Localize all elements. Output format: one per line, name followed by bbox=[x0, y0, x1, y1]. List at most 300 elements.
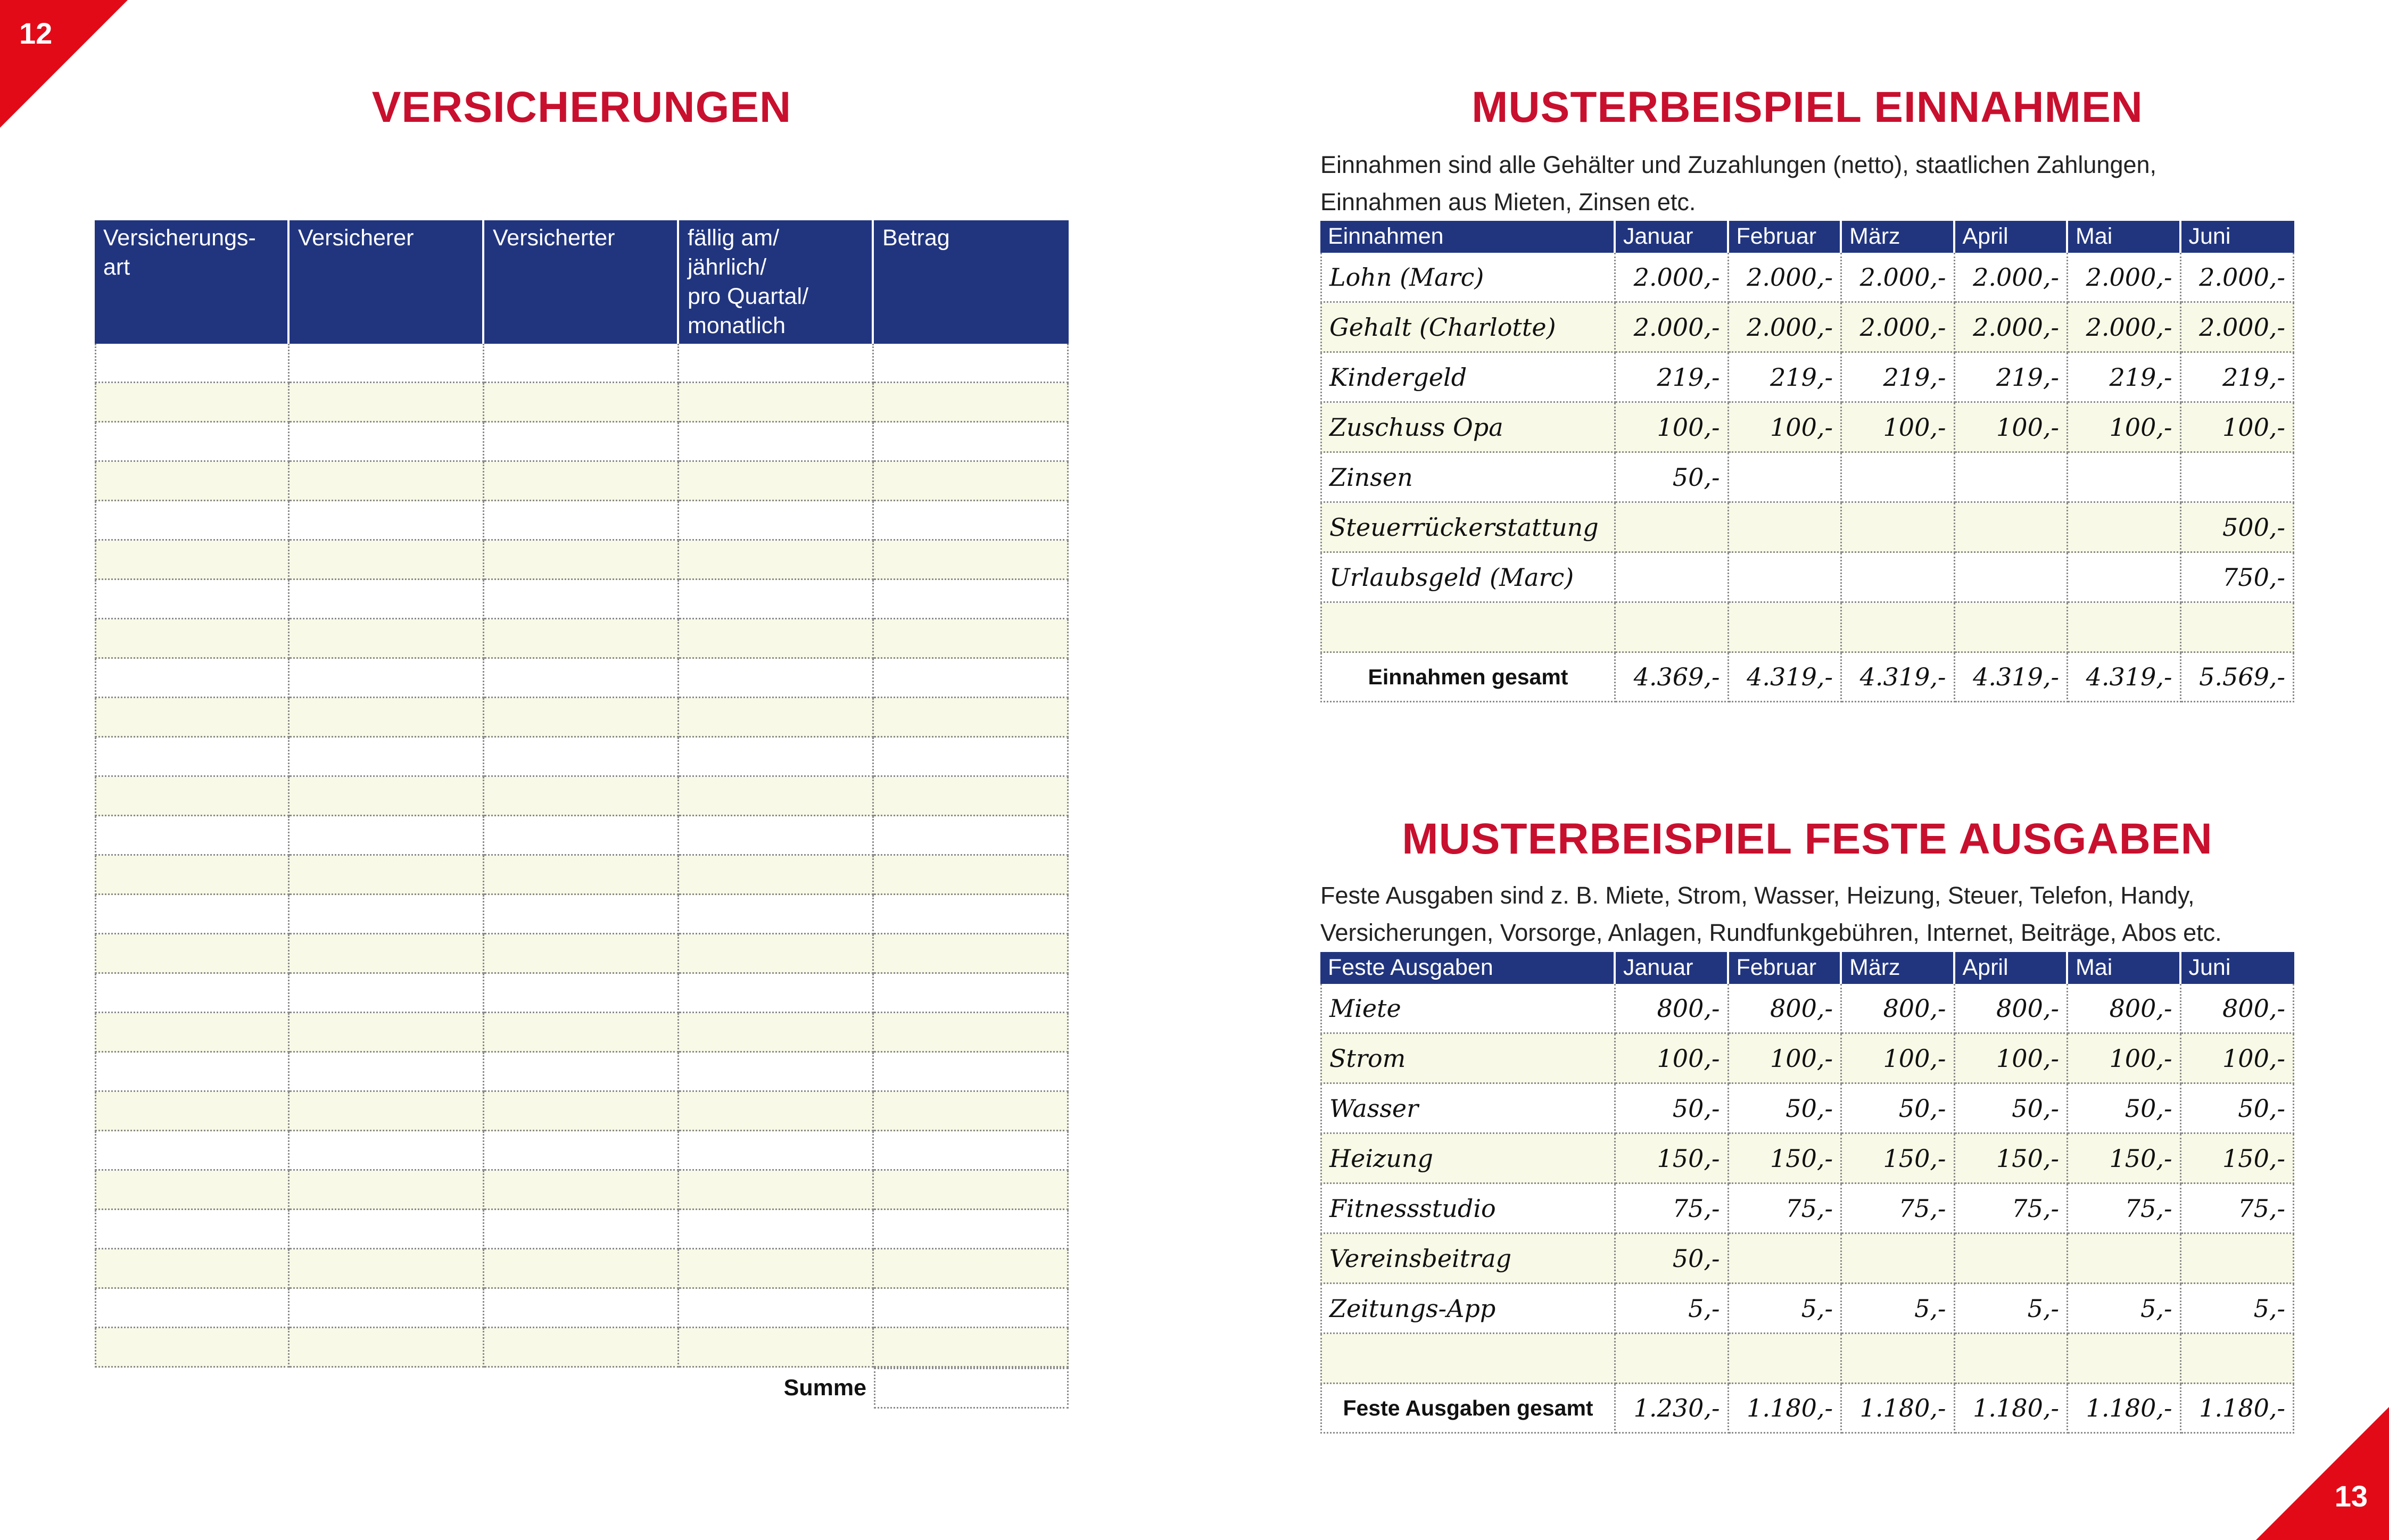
income-amount: 219,- bbox=[2181, 353, 2295, 403]
insurance-cell[interactable] bbox=[679, 1131, 874, 1171]
insurance-cell[interactable] bbox=[874, 1053, 1069, 1092]
income-amount bbox=[1729, 603, 1842, 653]
insurance-row bbox=[95, 383, 1069, 423]
expenses-amount: 800,- bbox=[1842, 984, 1955, 1034]
insurance-cell[interactable] bbox=[290, 1210, 484, 1249]
income-amount bbox=[1955, 503, 2069, 553]
expenses-amount: 75,- bbox=[2068, 1184, 2181, 1234]
insurance-row bbox=[95, 1131, 1069, 1171]
insurance-cell[interactable] bbox=[679, 423, 874, 462]
insurance-cell[interactable] bbox=[95, 1210, 290, 1249]
insurance-row bbox=[95, 344, 1069, 383]
expenses-total-label: Feste Ausgaben gesamt bbox=[1320, 1384, 1616, 1434]
insurance-cell[interactable] bbox=[290, 1053, 484, 1092]
col-maerz: März bbox=[1842, 221, 1955, 253]
insurance-cell[interactable] bbox=[874, 383, 1069, 423]
col-juni: Juni bbox=[2181, 221, 2295, 253]
expenses-amount: 800,- bbox=[1729, 984, 1842, 1034]
expenses-amount bbox=[2068, 1334, 2181, 1384]
insurance-cell[interactable] bbox=[484, 501, 679, 541]
insurance-cell[interactable] bbox=[95, 1249, 290, 1289]
income-amount: 2.000,- bbox=[1842, 253, 1955, 303]
insurance-cell[interactable] bbox=[95, 698, 290, 738]
expenses-total-amount: 1.230,- bbox=[1616, 1384, 1729, 1434]
insurance-cell[interactable] bbox=[484, 816, 679, 856]
income-amount: 219,- bbox=[1955, 353, 2069, 403]
income-row bbox=[1320, 603, 2294, 653]
income-category bbox=[1320, 603, 1616, 653]
income-amount: 2.000,- bbox=[1729, 253, 1842, 303]
insurance-cell[interactable] bbox=[679, 934, 874, 974]
expenses-amount: 50,- bbox=[1729, 1084, 1842, 1134]
income-category: Lohn (Marc) bbox=[1320, 253, 1616, 303]
insurance-row bbox=[95, 974, 1069, 1013]
income-total-amount: 5.569,- bbox=[2181, 653, 2295, 702]
insurance-cell[interactable] bbox=[290, 659, 484, 698]
expenses-amount: 5,- bbox=[1616, 1284, 1729, 1334]
income-total-row bbox=[1320, 653, 2294, 702]
expenses-amount: 50,- bbox=[1955, 1084, 2069, 1134]
income-amount: 50,- bbox=[1616, 453, 1729, 503]
expenses-amount: 150,- bbox=[2181, 1134, 2295, 1184]
insurance-cell[interactable] bbox=[95, 619, 290, 659]
expenses-amount: 5,- bbox=[1729, 1284, 1842, 1334]
expenses-amount: 75,- bbox=[1729, 1184, 1842, 1234]
income-amount bbox=[2068, 453, 2181, 503]
col-mai: Mai bbox=[2068, 221, 2181, 253]
col-einnahmen: Einnahmen bbox=[1320, 221, 1616, 253]
insurance-cell[interactable] bbox=[484, 934, 679, 974]
insurance-cell[interactable] bbox=[95, 1013, 290, 1053]
income-table bbox=[1320, 221, 2294, 702]
insurance-cell[interactable] bbox=[679, 1092, 874, 1131]
income-total-amount: 4.369,- bbox=[1616, 653, 1729, 702]
insurance-cell[interactable] bbox=[95, 1328, 290, 1368]
insurance-cell[interactable] bbox=[290, 1289, 484, 1328]
income-amount: 2.000,- bbox=[1616, 303, 1729, 353]
insurance-cell[interactable] bbox=[874, 1210, 1069, 1249]
expenses-row bbox=[1320, 984, 2294, 1034]
insurance-cell[interactable] bbox=[290, 777, 484, 816]
expenses-row bbox=[1320, 1134, 2294, 1184]
insurance-table bbox=[95, 220, 1069, 1409]
income-amount: 2.000,- bbox=[1729, 303, 1842, 353]
expenses-amount: 75,- bbox=[1955, 1184, 2069, 1234]
insurance-cell[interactable] bbox=[679, 895, 874, 934]
income-amount: 2.000,- bbox=[1842, 303, 1955, 353]
income-total-amount: 4.319,- bbox=[1842, 653, 1955, 702]
insurance-cell[interactable] bbox=[874, 619, 1069, 659]
insurance-row bbox=[95, 1328, 1069, 1368]
col-maerz: März bbox=[1842, 952, 1955, 984]
expenses-amount: 800,- bbox=[2068, 984, 2181, 1034]
income-amount bbox=[1729, 553, 1842, 603]
col-versicherungsart: Versicherungs- art bbox=[95, 220, 290, 344]
expenses-amount: 75,- bbox=[1616, 1184, 1729, 1234]
income-row bbox=[1320, 303, 2294, 353]
expenses-category: Zeitungs-App bbox=[1320, 1284, 1616, 1334]
income-amount bbox=[1729, 453, 1842, 503]
insurance-row bbox=[95, 738, 1069, 777]
insurance-cell[interactable] bbox=[679, 1210, 874, 1249]
insurance-cell[interactable] bbox=[290, 934, 484, 974]
income-amount bbox=[1616, 553, 1729, 603]
income-total-amount: 4.319,- bbox=[1729, 653, 1842, 702]
insurance-row bbox=[95, 462, 1069, 501]
expenses-total-row bbox=[1320, 1384, 2294, 1434]
insurance-cell[interactable] bbox=[95, 738, 290, 777]
income-amount: 2.000,- bbox=[2181, 253, 2295, 303]
income-amount bbox=[1955, 603, 2069, 653]
insurance-cell[interactable] bbox=[290, 383, 484, 423]
col-april: April bbox=[1955, 952, 2069, 984]
expenses-amount: 150,- bbox=[1955, 1134, 2069, 1184]
expenses-amount: 5,- bbox=[2181, 1284, 2295, 1334]
insurance-cell[interactable] bbox=[484, 1053, 679, 1092]
insurance-cell[interactable] bbox=[484, 1131, 679, 1171]
insurance-cell[interactable] bbox=[874, 934, 1069, 974]
insurance-row bbox=[95, 501, 1069, 541]
insurance-cell[interactable] bbox=[290, 423, 484, 462]
insurance-cell[interactable] bbox=[679, 659, 874, 698]
income-amount bbox=[1842, 553, 1955, 603]
insurance-cell[interactable] bbox=[484, 344, 679, 383]
expenses-amount: 5,- bbox=[1955, 1284, 2069, 1334]
expenses-amount: 800,- bbox=[1955, 984, 2069, 1034]
income-total-amount: 4.319,- bbox=[2068, 653, 2181, 702]
insurance-cell[interactable] bbox=[290, 462, 484, 501]
expenses-amount: 150,- bbox=[1616, 1134, 1729, 1184]
insurance-cell[interactable] bbox=[484, 423, 679, 462]
insurance-cell[interactable] bbox=[290, 1131, 484, 1171]
income-amount bbox=[2068, 603, 2181, 653]
insurance-cell[interactable] bbox=[874, 501, 1069, 541]
insurance-cell[interactable] bbox=[679, 1053, 874, 1092]
income-row bbox=[1320, 403, 2294, 453]
income-amount: 100,- bbox=[2181, 403, 2295, 453]
expenses-amount: 50,- bbox=[2068, 1084, 2181, 1134]
insurance-row bbox=[95, 619, 1069, 659]
expenses-amount: 50,- bbox=[1616, 1234, 1729, 1284]
income-amount: 750,- bbox=[2181, 553, 2295, 603]
insurance-cell[interactable] bbox=[679, 580, 874, 619]
insurance-cell[interactable] bbox=[95, 974, 290, 1013]
expenses-amount: 100,- bbox=[2068, 1034, 2181, 1084]
col-betrag: Betrag bbox=[874, 220, 1069, 344]
expenses-category: Vereinsbeitrag bbox=[1320, 1234, 1616, 1284]
expenses-amount bbox=[2181, 1334, 2295, 1384]
income-category: Urlaubsgeld (Marc) bbox=[1320, 553, 1616, 603]
income-amount bbox=[1955, 553, 2069, 603]
insurance-row bbox=[95, 1171, 1069, 1210]
expenses-total-amount: 1.180,- bbox=[2181, 1384, 2295, 1434]
insurance-cell[interactable] bbox=[874, 462, 1069, 501]
insurance-cell[interactable] bbox=[290, 1092, 484, 1131]
income-amount bbox=[1842, 503, 1955, 553]
income-category: Steuerrückerstattung bbox=[1320, 503, 1616, 553]
insurance-cell[interactable] bbox=[95, 895, 290, 934]
col-april: April bbox=[1955, 221, 2069, 253]
income-amount: 219,- bbox=[1616, 353, 1729, 403]
insurance-cell[interactable] bbox=[679, 777, 874, 816]
income-row bbox=[1320, 553, 2294, 603]
insurance-cell[interactable] bbox=[874, 659, 1069, 698]
insurance-cell[interactable] bbox=[484, 1171, 679, 1210]
income-amount: 2.000,- bbox=[1616, 253, 1729, 303]
insurance-cell[interactable] bbox=[290, 501, 484, 541]
insurance-cell[interactable] bbox=[679, 1013, 874, 1053]
expenses-amount: 50,- bbox=[2181, 1084, 2295, 1134]
insurance-cell[interactable] bbox=[290, 580, 484, 619]
insurance-cell[interactable] bbox=[679, 816, 874, 856]
col-versicherer: Versicherer bbox=[290, 220, 484, 344]
expenses-total-amount: 1.180,- bbox=[1729, 1384, 1842, 1434]
insurance-cell[interactable] bbox=[484, 541, 679, 580]
insurance-cell[interactable] bbox=[484, 1092, 679, 1131]
income-amount: 219,- bbox=[2068, 353, 2181, 403]
income-category: Zinsen bbox=[1320, 453, 1616, 503]
col-januar: Januar bbox=[1616, 952, 1729, 984]
insurance-cell[interactable] bbox=[290, 1171, 484, 1210]
insurance-row bbox=[95, 541, 1069, 580]
expenses-amount bbox=[1842, 1334, 1955, 1384]
insurance-cell[interactable] bbox=[874, 344, 1069, 383]
income-amount: 219,- bbox=[1842, 353, 1955, 403]
summe-cell[interactable] bbox=[874, 1368, 1069, 1409]
insurance-cell[interactable] bbox=[484, 1013, 679, 1053]
insurance-row bbox=[95, 1210, 1069, 1249]
expenses-amount bbox=[2068, 1234, 2181, 1284]
expenses-category: Fitnessstudio bbox=[1320, 1184, 1616, 1234]
expenses-amount bbox=[1955, 1234, 2069, 1284]
income-total-amount: 4.319,- bbox=[1955, 653, 2069, 702]
insurance-cell[interactable] bbox=[874, 895, 1069, 934]
expenses-row bbox=[1320, 1184, 2294, 1234]
col-februar: Februar bbox=[1729, 952, 1842, 984]
insurance-cell[interactable] bbox=[95, 383, 290, 423]
insurance-cell[interactable] bbox=[874, 1328, 1069, 1368]
expenses-amount: 150,- bbox=[1842, 1134, 1955, 1184]
insurance-cell[interactable] bbox=[290, 344, 484, 383]
income-amount: 100,- bbox=[1729, 403, 1842, 453]
income-intro-line2: Einnahmen aus Mieten, Zinsen etc. bbox=[1320, 188, 1696, 216]
expenses-amount: 50,- bbox=[1842, 1084, 1955, 1134]
insurance-cell[interactable] bbox=[874, 423, 1069, 462]
insurance-cell[interactable] bbox=[290, 541, 484, 580]
insurance-cell[interactable] bbox=[874, 1092, 1069, 1131]
insurance-cell[interactable] bbox=[95, 1289, 290, 1328]
expenses-total-amount: 1.180,- bbox=[1842, 1384, 1955, 1434]
income-amount: 100,- bbox=[1842, 403, 1955, 453]
insurance-cell[interactable] bbox=[679, 698, 874, 738]
insurance-cell[interactable] bbox=[95, 541, 290, 580]
insurance-cell[interactable] bbox=[484, 619, 679, 659]
insurance-cell[interactable] bbox=[95, 1171, 290, 1210]
insurance-row bbox=[95, 856, 1069, 895]
expenses-category: Miete bbox=[1320, 984, 1616, 1034]
insurance-row bbox=[95, 1092, 1069, 1131]
insurance-cell[interactable] bbox=[290, 1328, 484, 1368]
insurance-cell[interactable] bbox=[484, 895, 679, 934]
insurance-cell[interactable] bbox=[484, 738, 679, 777]
insurance-cell[interactable] bbox=[484, 698, 679, 738]
insurance-cell[interactable] bbox=[290, 856, 484, 895]
expenses-total-amount: 1.180,- bbox=[2068, 1384, 2181, 1434]
income-amount bbox=[1729, 503, 1842, 553]
insurance-cell[interactable] bbox=[484, 1328, 679, 1368]
expenses-amount: 100,- bbox=[1955, 1034, 2069, 1084]
insurance-cell[interactable] bbox=[95, 423, 290, 462]
insurance-cell[interactable] bbox=[95, 1053, 290, 1092]
insurance-cell[interactable] bbox=[95, 934, 290, 974]
income-row bbox=[1320, 453, 2294, 503]
insurance-cell[interactable] bbox=[679, 501, 874, 541]
insurance-cell[interactable] bbox=[95, 501, 290, 541]
expenses-category: Heizung bbox=[1320, 1134, 1616, 1184]
income-amount: 100,- bbox=[1616, 403, 1729, 453]
income-amount: 2.000,- bbox=[1955, 253, 2069, 303]
expenses-amount bbox=[1842, 1234, 1955, 1284]
expenses-amount: 150,- bbox=[2068, 1134, 2181, 1184]
insurance-cell[interactable] bbox=[484, 974, 679, 1013]
insurance-cell[interactable] bbox=[484, 659, 679, 698]
insurance-cell[interactable] bbox=[679, 383, 874, 423]
insurance-cell[interactable] bbox=[679, 344, 874, 383]
summe-label: Summe bbox=[95, 1368, 874, 1409]
insurance-cell[interactable] bbox=[874, 698, 1069, 738]
expenses-amount bbox=[1955, 1334, 2069, 1384]
insurance-header-row bbox=[95, 220, 1069, 344]
insurance-row bbox=[95, 423, 1069, 462]
insurance-cell[interactable] bbox=[290, 895, 484, 934]
insurance-title: VERSICHERUNGEN bbox=[371, 83, 792, 131]
insurance-cell[interactable] bbox=[95, 580, 290, 619]
insurance-cell[interactable] bbox=[290, 1249, 484, 1289]
expenses-intro-line1: Feste Ausgaben sind z. B. Miete, Strom, Wasser, Heizung, Steuer, Telefon, Handy, bbox=[1320, 882, 2195, 909]
insurance-row bbox=[95, 1289, 1069, 1328]
insurance-cell[interactable] bbox=[95, 1131, 290, 1171]
insurance-row bbox=[95, 698, 1069, 738]
page-number-left: 12 bbox=[19, 16, 53, 50]
income-amount: 2.000,- bbox=[1955, 303, 2069, 353]
insurance-cell[interactable] bbox=[874, 1013, 1069, 1053]
income-amount bbox=[2181, 603, 2295, 653]
insurance-cell[interactable] bbox=[484, 1249, 679, 1289]
insurance-cell[interactable] bbox=[874, 738, 1069, 777]
insurance-cell[interactable] bbox=[95, 344, 290, 383]
expenses-category: Wasser bbox=[1320, 1084, 1616, 1134]
insurance-cell[interactable] bbox=[874, 580, 1069, 619]
insurance-cell[interactable] bbox=[484, 1210, 679, 1249]
expenses-amount: 150,- bbox=[1729, 1134, 1842, 1184]
income-amount bbox=[2068, 553, 2181, 603]
col-juni: Juni bbox=[2181, 952, 2295, 984]
insurance-cell[interactable] bbox=[874, 974, 1069, 1013]
insurance-cell[interactable] bbox=[679, 738, 874, 777]
insurance-cell[interactable] bbox=[484, 383, 679, 423]
insurance-cell[interactable] bbox=[484, 462, 679, 501]
income-amount: 500,- bbox=[2181, 503, 2295, 553]
income-category: Gehalt (Charlotte) bbox=[1320, 303, 1616, 353]
insurance-cell[interactable] bbox=[95, 462, 290, 501]
expenses-amount: 800,- bbox=[1616, 984, 1729, 1034]
insurance-cell[interactable] bbox=[679, 462, 874, 501]
expenses-amount: 5,- bbox=[1842, 1284, 1955, 1334]
income-amount: 2.000,- bbox=[2068, 253, 2181, 303]
insurance-cell[interactable] bbox=[874, 1131, 1069, 1171]
expenses-amount: 5,- bbox=[2068, 1284, 2181, 1334]
insurance-cell[interactable] bbox=[484, 1289, 679, 1328]
insurance-cell[interactable] bbox=[874, 541, 1069, 580]
col-mai: Mai bbox=[2068, 952, 2181, 984]
income-row bbox=[1320, 503, 2294, 553]
insurance-cell[interactable] bbox=[679, 1328, 874, 1368]
insurance-cell[interactable] bbox=[679, 974, 874, 1013]
insurance-cell[interactable] bbox=[874, 856, 1069, 895]
expenses-amount: 100,- bbox=[2181, 1034, 2295, 1084]
insurance-cell[interactable] bbox=[679, 619, 874, 659]
income-amount bbox=[1616, 603, 1729, 653]
insurance-row bbox=[95, 934, 1069, 974]
insurance-cell[interactable] bbox=[679, 1289, 874, 1328]
insurance-cell[interactable] bbox=[95, 816, 290, 856]
insurance-cell[interactable] bbox=[679, 541, 874, 580]
insurance-cell[interactable] bbox=[95, 659, 290, 698]
insurance-cell[interactable] bbox=[874, 1171, 1069, 1210]
insurance-cell[interactable] bbox=[679, 1249, 874, 1289]
expenses-total-amount: 1.180,- bbox=[1955, 1384, 2069, 1434]
income-amount bbox=[2181, 453, 2295, 503]
expenses-amount: 75,- bbox=[2181, 1184, 2295, 1234]
page-number-right: 13 bbox=[2334, 1479, 2368, 1513]
insurance-cell[interactable] bbox=[290, 974, 484, 1013]
insurance-cell[interactable] bbox=[290, 1013, 484, 1053]
insurance-cell[interactable] bbox=[290, 619, 484, 659]
insurance-cell[interactable] bbox=[874, 777, 1069, 816]
income-title: MUSTERBEISPIEL EINNAHMEN bbox=[1472, 83, 2143, 131]
col-feste-ausgaben: Feste Ausgaben bbox=[1320, 952, 1616, 984]
insurance-cell[interactable] bbox=[679, 856, 874, 895]
expenses-row bbox=[1320, 1034, 2294, 1084]
income-amount: 219,- bbox=[1729, 353, 1842, 403]
insurance-cell[interactable] bbox=[290, 816, 484, 856]
expenses-intro-line2: Versicherungen, Vorsorge, Anlagen, Rundfunkgebühren, Internet, Beiträge, Abos etc. bbox=[1320, 919, 2222, 946]
insurance-cell[interactable] bbox=[290, 698, 484, 738]
insurance-cell[interactable] bbox=[95, 856, 290, 895]
insurance-cell[interactable] bbox=[874, 816, 1069, 856]
income-amount bbox=[1842, 603, 1955, 653]
insurance-cell[interactable] bbox=[95, 1092, 290, 1131]
insurance-row bbox=[95, 1013, 1069, 1053]
insurance-cell[interactable] bbox=[484, 580, 679, 619]
expenses-row bbox=[1320, 1084, 2294, 1134]
income-intro-line1: Einnahmen sind alle Gehälter und Zuzahlungen (netto), staatlichen Zahlungen, bbox=[1320, 151, 2157, 178]
insurance-cell[interactable] bbox=[874, 1289, 1069, 1328]
insurance-row bbox=[95, 659, 1069, 698]
insurance-cell[interactable] bbox=[95, 777, 290, 816]
insurance-row bbox=[95, 777, 1069, 816]
expenses-header-row bbox=[1320, 952, 2294, 984]
insurance-cell[interactable] bbox=[679, 1171, 874, 1210]
insurance-row bbox=[95, 580, 1069, 619]
income-row bbox=[1320, 253, 2294, 303]
insurance-cell[interactable] bbox=[484, 777, 679, 816]
insurance-cell[interactable] bbox=[874, 1249, 1069, 1289]
insurance-cell[interactable] bbox=[484, 856, 679, 895]
summe-row bbox=[95, 1368, 1069, 1409]
insurance-cell[interactable] bbox=[290, 738, 484, 777]
expenses-table bbox=[1320, 952, 2294, 1434]
